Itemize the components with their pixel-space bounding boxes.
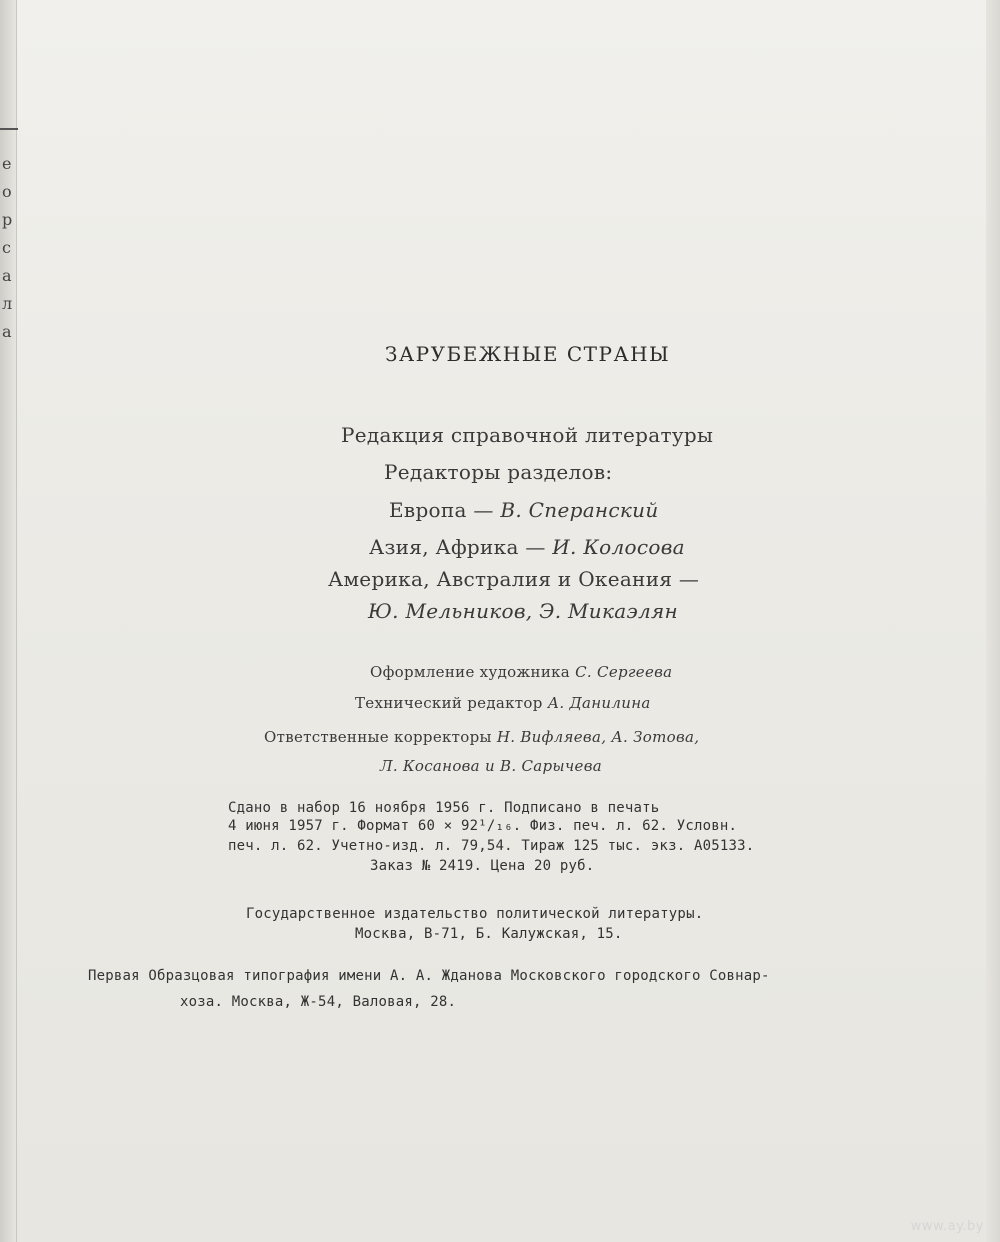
section-line-asia-africa: [369, 535, 685, 559]
publisher-line: Москва, В-71, Б. Калужская, 15.: [355, 926, 623, 942]
tech-editor-credit: [355, 694, 651, 712]
credit-name: Н. Вифляева, А. Зотова,: [496, 728, 700, 746]
publication-line: Заказ № 2419. Цена 20 руб.: [370, 858, 595, 874]
printer-line: Первая Образцовая типография имени А. А. Жданова Московского городского Совнар-: [88, 968, 770, 984]
proofreaders-credit: [264, 728, 699, 746]
margin-glyph: о: [2, 182, 12, 201]
section-editor: И. Колосова: [552, 535, 685, 559]
section-editor: В. Сперанский: [500, 498, 659, 522]
left-margin-glyphs: [2, 150, 14, 346]
book-title: ЗАРУБЕЖНЫЕ СТРАНЫ: [385, 342, 671, 366]
margin-glyph: с: [2, 238, 11, 257]
credit-name: С. Сергеева: [575, 663, 673, 681]
section-editor: Ю. Мельников, Э. Микаэлян: [368, 599, 679, 623]
publication-line: 4 июня 1957 г. Формат 60 × 92¹/₁₆. Физ. печ. л. 62. Условн.: [228, 818, 738, 834]
section-region: Америка, Австралия и Океания —: [328, 567, 700, 591]
editorial-office: Редакция справочной литературы: [341, 423, 714, 447]
publisher-line: Государственное издательство политической литературы.: [246, 906, 704, 922]
margin-glyph: л: [2, 294, 13, 313]
left-edge-rule: [0, 128, 18, 130]
margin-glyph: а: [2, 266, 12, 285]
design-credit: [370, 663, 672, 681]
right-page-edge: [986, 0, 1000, 1242]
section-region: Европа —: [389, 498, 501, 522]
section-region: Азия, Африка —: [369, 535, 553, 559]
section-editors-heading: Редакторы разделов:: [384, 460, 613, 484]
margin-glyph: а: [2, 322, 12, 341]
margin-glyph: е: [2, 154, 12, 173]
proofreaders-credit-cont: Л. Косанова и В. Сарычева: [380, 757, 602, 775]
publication-line: печ. л. 62. Учетно-изд. л. 79,54. Тираж 125 тыс. экз. А05133.: [228, 838, 755, 854]
credit-label: Оформление художника: [370, 663, 576, 681]
section-line-america: [328, 567, 699, 591]
credit-label: Ответственные корректоры: [264, 728, 497, 746]
margin-glyph: р: [2, 210, 13, 229]
printer-line: хоза. Москва, Ж-54, Валовая, 28.: [180, 994, 457, 1010]
site-watermark: www.ay.by: [910, 1219, 984, 1234]
credit-name: А. Данилина: [547, 694, 651, 712]
credit-label: Технический редактор: [355, 694, 548, 712]
section-line-america-editors: [368, 599, 678, 623]
publication-line: Сдано в набор 16 ноября 1956 г. Подписано в печать: [228, 800, 660, 816]
section-line-europe: [389, 498, 659, 522]
